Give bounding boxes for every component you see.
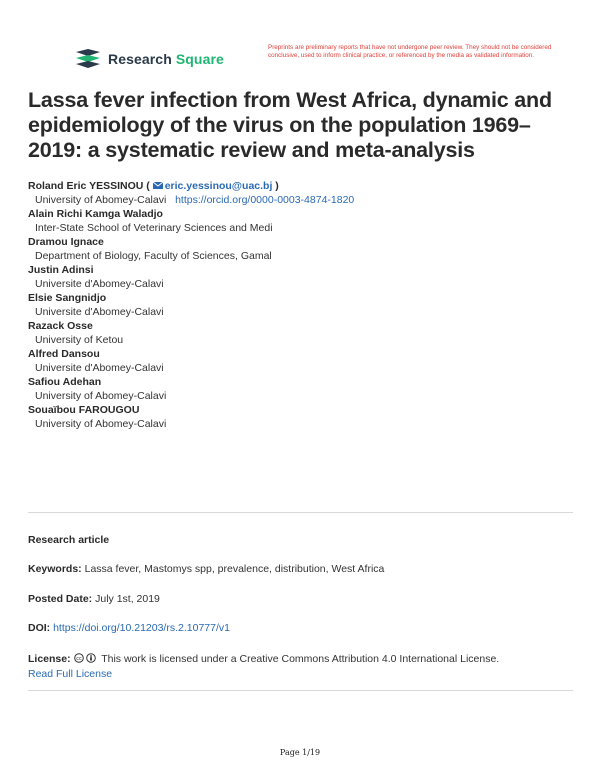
- doi-label: DOI:: [28, 622, 51, 634]
- email-wrapper: ( eric.yessinou@uac.bj ): [146, 180, 279, 192]
- posted-date-line: [28, 592, 573, 606]
- author-affiliation: University of Abomey-Calavi: [35, 194, 167, 206]
- author-name: Roland Eric YESSINOU: [28, 180, 144, 192]
- author-entry: [28, 264, 568, 292]
- article-type: Research article: [28, 534, 110, 546]
- author-affiliation: Universite d'Abomey-Calavi: [35, 306, 164, 318]
- author-entry: [28, 208, 568, 236]
- author-name: Razack Osse: [28, 320, 93, 332]
- posted-date-label: Posted Date:: [28, 593, 93, 605]
- keywords-value: Lassa fever, Mastomys spp, prevalence, distribution, West Africa: [84, 563, 385, 575]
- keywords-label: Keywords:: [28, 563, 82, 575]
- license-icons: [74, 653, 97, 667]
- doi-line: [28, 621, 573, 635]
- author-entry: [28, 376, 568, 404]
- author-affiliation: Department of Biology, Faculty of Sciences, Gamal: [35, 250, 272, 262]
- mail-icon: [153, 182, 163, 189]
- author-entry: [28, 180, 568, 208]
- license-label: License:: [28, 653, 71, 665]
- author-affiliation: Universite d'Abomey-Calavi: [35, 278, 164, 290]
- author-email-link[interactable]: eric.yessinou@uac.bj: [164, 180, 273, 192]
- divider: [28, 512, 573, 513]
- preprint-disclaimer: Preprints are preliminary reports that have not undergone peer review. They should not be considered conclusive, used to inform clinical practice, or referenced by the media as validated information.: [268, 44, 552, 59]
- author-entry: [28, 348, 568, 376]
- keywords-line: [28, 562, 573, 576]
- author-entry: [28, 320, 568, 348]
- author-entry: [28, 236, 568, 264]
- author-affiliation: Universite d'Abomey-Calavi: [35, 362, 164, 374]
- author-entry: [28, 404, 568, 432]
- author-affiliation: University of Abomey-Calavi: [35, 418, 167, 430]
- author-affiliation: University of Abomey-Calavi: [35, 390, 167, 402]
- author-name: Dramou Ignace: [28, 236, 104, 248]
- author-name: Elsie Sangnidjo: [28, 292, 107, 304]
- page-number: Page 1/19: [279, 748, 321, 757]
- author-name: Safiou Adehan: [28, 376, 102, 388]
- author-affiliation: Inter-State School of Veterinary Sciences and Medi: [35, 222, 273, 234]
- author-list: [28, 180, 568, 432]
- author-name: Alfred Dansou: [28, 348, 100, 360]
- license-text: This work is licensed under a Creative Commons Attribution 4.0 International License.: [101, 653, 500, 665]
- author-entry: [28, 292, 568, 320]
- author-name: Alain Richi Kamga Waladjo: [28, 208, 163, 220]
- author-name: Justin Adinsi: [28, 264, 94, 276]
- read-full-license-link[interactable]: Read Full License: [28, 668, 113, 680]
- creative-commons-icon: [74, 653, 84, 663]
- research-square-logo-icon: [74, 48, 102, 70]
- license-line: [28, 652, 573, 681]
- author-name: Souaïbou FAROUGOU: [28, 404, 140, 416]
- attribution-icon: [86, 653, 96, 663]
- svg-text:cc: cc: [75, 656, 82, 662]
- paper-title: Lassa fever infection from West Africa, dynamic and epidemiology of the virus on the population 1969–2019: a systematic review and meta-analysis: [28, 88, 552, 162]
- posted-date-value: July 1st, 2019: [95, 593, 160, 605]
- brand-name: Research Square: [108, 51, 224, 67]
- research-square-brand[interactable]: [74, 48, 224, 70]
- author-affiliation: University of Ketou: [35, 334, 124, 346]
- doi-link[interactable]: https://doi.org/10.21203/rs.2.10777/v1: [53, 622, 230, 634]
- orcid-link[interactable]: https://orcid.org/0000-0003-4874-1820: [175, 194, 355, 206]
- divider: [28, 690, 573, 691]
